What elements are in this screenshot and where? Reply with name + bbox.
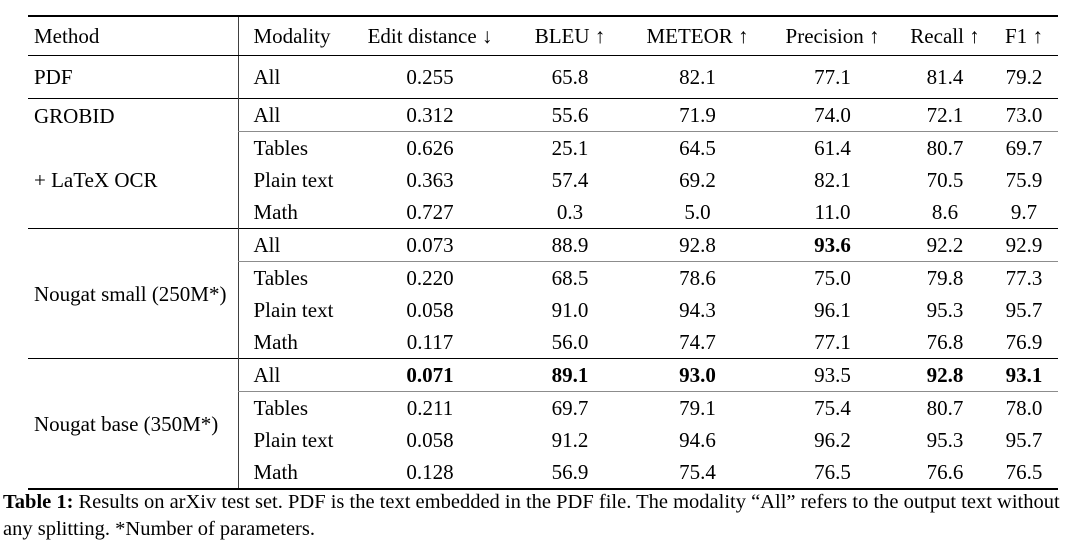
column-header-edit-distance: Edit distance ↓: [350, 16, 510, 56]
metric-cell-meteor: 74.7: [679, 330, 716, 354]
modality-cell: All: [238, 99, 350, 132]
header-row: [28, 16, 1058, 56]
metric-cell-recall: 8.6: [931, 200, 959, 224]
method-cell-nougat-small: Nougat small (250M*): [28, 229, 238, 359]
metric-cell-edit-distance: 0.363: [406, 168, 454, 192]
metric-cell-edit-distance: 0.211: [406, 396, 454, 420]
results-table: [28, 15, 1058, 490]
column-header-modality: Modality: [238, 16, 350, 56]
metric-cell-recall: 70.5: [926, 168, 964, 192]
method-cell-grobid: [28, 99, 238, 229]
modality-cell: Tables: [238, 132, 350, 165]
modality-cell: Math: [238, 326, 350, 359]
metric-cell-bleu: 65.8: [551, 65, 589, 89]
metric-cell-meteor: 64.5: [679, 136, 716, 160]
metric-cell-precision: 77.1: [814, 330, 851, 354]
metric-cell-f1: 76.5: [1005, 460, 1043, 484]
metric-cell-bleu: 68.5: [551, 266, 589, 290]
metric-cell-precision: 75.0: [814, 266, 851, 290]
metric-cell-edit-distance: 0.117: [406, 330, 454, 354]
metric-cell-recall: 76.6: [926, 460, 964, 484]
table-caption: [3, 489, 1077, 543]
modality-cell: Tables: [238, 392, 350, 425]
metric-cell-bleu: 56.0: [551, 330, 589, 354]
metric-cell-meteor: 82.1: [679, 65, 716, 89]
metric-cell-precision: 96.2: [814, 428, 851, 452]
metric-cell-bleu: 56.9: [551, 460, 589, 484]
metric-cell-recall: 81.4: [926, 65, 964, 89]
metric-cell-recall: 95.3: [926, 298, 964, 322]
metric-cell-precision: 61.4: [814, 136, 851, 160]
metric-cell-precision: 82.1: [814, 168, 851, 192]
method-cell-nougat-base: Nougat base (350M*): [28, 359, 238, 490]
metric-cell-meteor: 93.0: [630, 359, 765, 392]
metric-cell-precision: 76.5: [814, 460, 851, 484]
metric-cell-bleu: 0.3: [556, 200, 584, 224]
method-label-latex-ocr: + LaTeX OCR: [34, 168, 158, 192]
metric-cell-precision: 74.0: [765, 99, 900, 132]
metric-cell-recall: 79.8: [926, 266, 964, 290]
metric-cell-edit-distance: 0.058: [406, 298, 454, 322]
metric-cell-f1: 95.7: [1005, 298, 1043, 322]
metric-cell-f1: 92.9: [990, 229, 1058, 262]
metric-cell-bleu: 57.4: [551, 168, 589, 192]
metric-cell-f1: 9.7: [1010, 200, 1038, 224]
metric-cell-edit-distance: 0.255: [406, 65, 454, 89]
metric-cell-f1: 95.7: [1005, 428, 1043, 452]
row-nougat-base-all: [28, 359, 1058, 392]
metric-cell-meteor: 75.4: [679, 460, 716, 484]
metric-cell-f1: 75.9: [1005, 168, 1043, 192]
column-header-recall: Recall ↑: [900, 16, 990, 56]
metric-cell-recall: 92.2: [900, 229, 990, 262]
method-cell: PDF: [34, 65, 73, 89]
metric-cell-bleu: 91.0: [551, 298, 589, 322]
modality-cell: Plain text: [238, 424, 350, 456]
column-header-method: Method: [28, 16, 238, 56]
column-header-f1: F1 ↑: [990, 16, 1058, 56]
metric-cell-meteor: 5.0: [684, 200, 711, 224]
metric-cell-f1: 77.3: [1005, 266, 1043, 290]
metric-cell-recall: 95.3: [926, 428, 964, 452]
metric-cell-f1: 76.9: [1005, 330, 1043, 354]
metric-cell-edit-distance: 0.071: [350, 359, 510, 392]
method-label-grobid: GROBID: [34, 104, 115, 128]
metric-cell-precision: 11.0: [814, 200, 851, 224]
metric-cell-f1: 93.1: [990, 359, 1058, 392]
metric-cell-meteor: 69.2: [679, 168, 716, 192]
metric-cell-bleu: 91.2: [551, 428, 589, 452]
column-header-precision: Precision ↑: [765, 16, 900, 56]
metric-cell-meteor: 94.6: [679, 428, 716, 452]
metric-cell-bleu: 55.6: [510, 99, 630, 132]
metric-cell-edit-distance: 0.727: [406, 200, 454, 224]
caption-label: Table 1:: [3, 491, 74, 513]
modality-cell: Tables: [238, 262, 350, 295]
modality-cell: Math: [238, 196, 350, 229]
results-table-wrap: [28, 15, 1058, 490]
column-header-bleu: BLEU ↑: [510, 16, 630, 56]
metric-cell-recall: 80.7: [926, 396, 964, 420]
row-grobid-all: [28, 99, 1058, 132]
metric-cell-precision: 93.6: [765, 229, 900, 262]
metric-cell-meteor: 92.8: [630, 229, 765, 262]
metric-cell-bleu: 89.1: [510, 359, 630, 392]
metric-cell-bleu: 69.7: [551, 396, 589, 420]
metric-cell-bleu: 25.1: [551, 136, 589, 160]
metric-cell-f1: 78.0: [1005, 396, 1043, 420]
metric-cell-bleu: 88.9: [510, 229, 630, 262]
metric-cell-precision: 96.1: [814, 298, 851, 322]
metric-cell-precision: 77.1: [814, 65, 851, 89]
metric-cell-edit-distance: 0.626: [406, 136, 454, 160]
row-nougat-small-all: [28, 229, 1058, 262]
metric-cell-edit-distance: 0.058: [406, 428, 454, 452]
metric-cell-recall: 80.7: [926, 136, 964, 160]
caption-text: Results on arXiv test set. PDF is the text embedded in the PDF file. The modality “All” refers to the output text without any splitting. *Number of parameters.: [3, 491, 1060, 540]
metric-cell-f1: 73.0: [990, 99, 1058, 132]
column-header-meteor: METEOR ↑: [630, 16, 765, 56]
metric-cell-meteor: 78.6: [679, 266, 716, 290]
metric-cell-precision: 75.4: [814, 396, 851, 420]
metric-cell-recall: 92.8: [900, 359, 990, 392]
metric-cell-meteor: 71.9: [630, 99, 765, 132]
metric-cell-recall: 72.1: [900, 99, 990, 132]
metric-cell-f1: 69.7: [1005, 136, 1043, 160]
metric-cell-edit-distance: 0.128: [406, 460, 454, 484]
modality-cell: All: [238, 229, 350, 262]
metric-cell-precision: 93.5: [765, 359, 900, 392]
modality-cell: Plain text: [238, 164, 350, 196]
metric-cell-meteor: 79.1: [679, 396, 716, 420]
metric-cell-edit-distance: 0.312: [350, 99, 510, 132]
modality-cell: Math: [238, 456, 350, 489]
metric-cell-f1: 79.2: [1005, 65, 1043, 89]
metric-cell-recall: 76.8: [926, 330, 964, 354]
metric-cell-edit-distance: 0.220: [406, 266, 454, 290]
row-pdf-all: [28, 56, 1058, 99]
metric-cell-edit-distance: 0.073: [350, 229, 510, 262]
modality-cell: All: [238, 359, 350, 392]
metric-cell-meteor: 94.3: [679, 298, 716, 322]
modality-cell: All: [238, 56, 350, 99]
modality-cell: Plain text: [238, 294, 350, 326]
